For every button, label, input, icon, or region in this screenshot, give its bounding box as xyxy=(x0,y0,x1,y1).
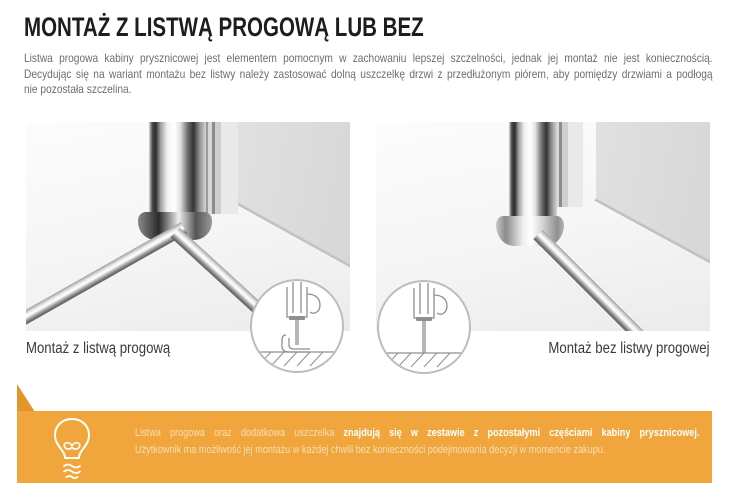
intro-line-1: Listwa progowa kabiny prysznicowej jest elementem pomocnym w zachowaniu lepszej szczelności, jednak jej montaż nie jest koniecznością. xyxy=(24,51,713,65)
threshold-strip-left xyxy=(26,222,187,325)
glass-edge xyxy=(553,122,583,207)
banner-text xyxy=(135,425,699,459)
banner-ribbon-fold xyxy=(17,384,35,412)
cross-section-with-threshold-diagram xyxy=(250,279,344,373)
door-bottom-edge xyxy=(533,230,644,331)
no-threshold-cross-section-icon xyxy=(379,283,469,373)
banner-line-1 xyxy=(135,425,699,442)
chrome-hinge-profile xyxy=(509,122,557,224)
info-banner xyxy=(17,411,712,483)
cross-section-without-threshold-diagram xyxy=(377,280,471,374)
intro-paragraph xyxy=(24,51,713,98)
lightbulb-icon xyxy=(50,416,94,480)
glass-edge xyxy=(206,122,238,214)
caption-without-threshold: Montaż bez listwy progowej xyxy=(548,340,710,357)
intro-line-2: Decydując się na wariant montażu bez listwy należy zastosować dolną uszczelkę drzwi z przedłużonym piórem, aby pomiędzy drzwiami a podłogą xyxy=(24,66,713,81)
banner-line-2: Użytkownik ma możliwość jej montażu w każdej chwili bez konieczności podejmowania decyzji w momencie zakupu. xyxy=(135,444,606,456)
caption-with-threshold: Montaż z listwą progową xyxy=(26,340,171,357)
intro-line-3: nie pozostała szczelina. xyxy=(24,82,132,96)
banner-line-1-bold: znajdują się w zestawie z pozostałymi częściami kabiny prysznicowej. xyxy=(343,427,700,439)
page-title: MONTAŻ Z LISTWĄ PROGOWĄ LUB BEZ xyxy=(24,12,424,42)
threshold-cross-section-icon xyxy=(252,282,342,372)
banner-line-1-regular: Listwa progowa oraz dodatkowa uszczelka xyxy=(135,427,344,439)
